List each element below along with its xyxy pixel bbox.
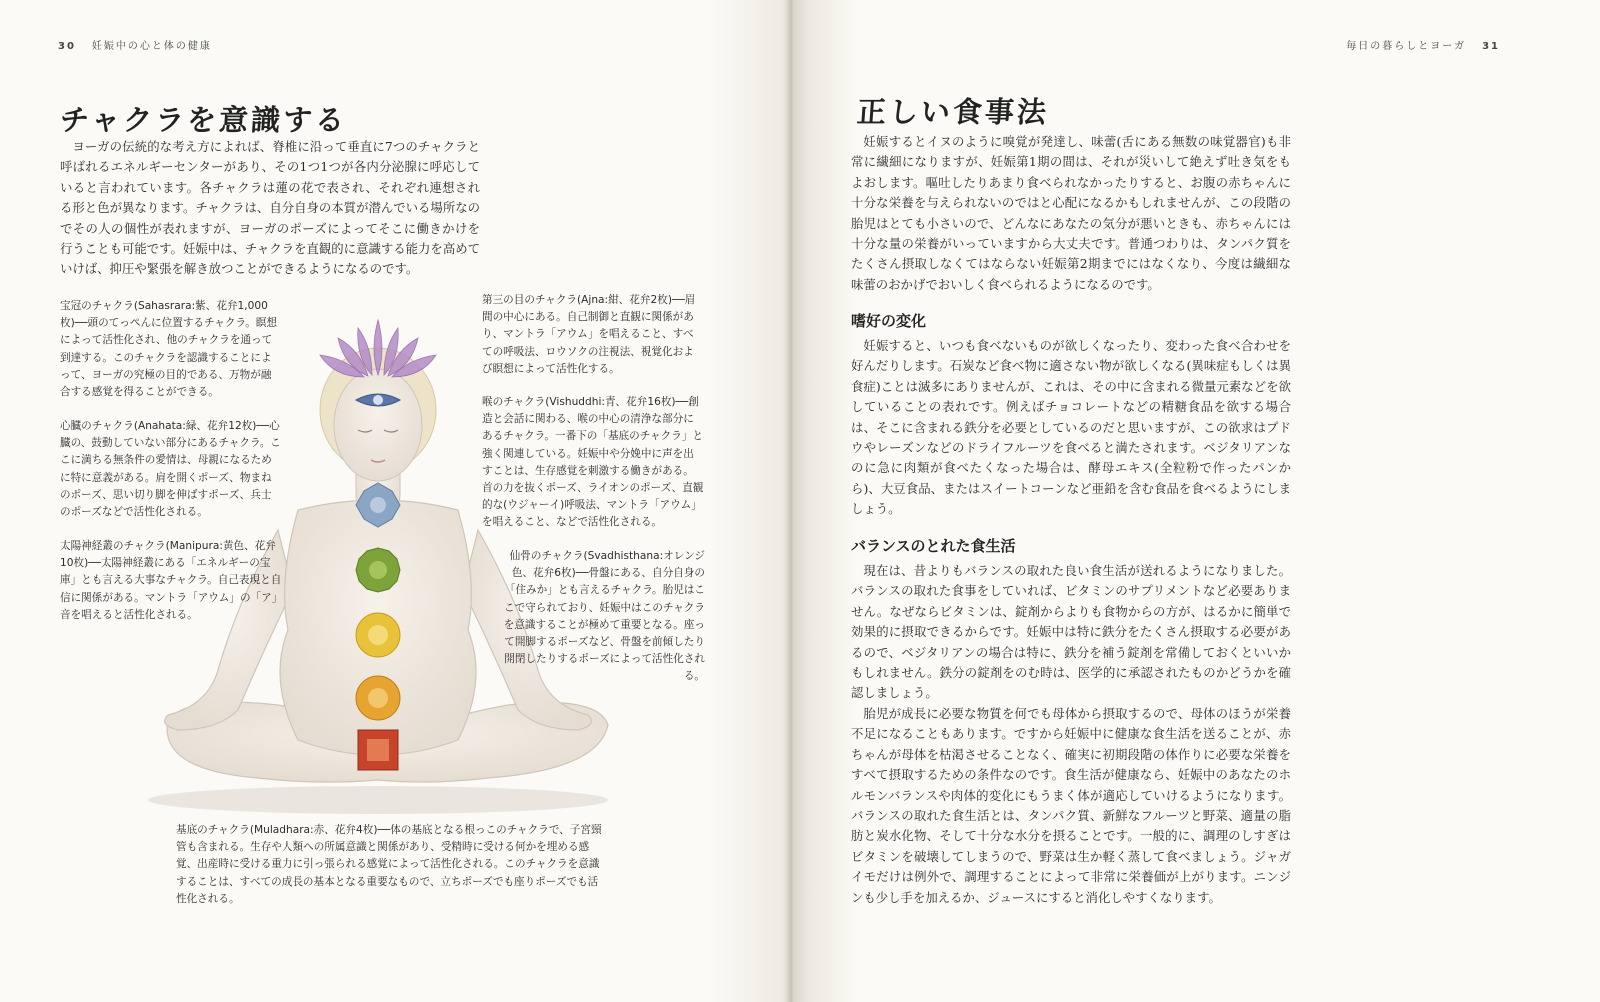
root-chakra (358, 730, 398, 770)
page-heading: 正しい食事法 (855, 95, 1051, 129)
balanced-diet-paragraph-2: 胎児が成長に必要な物質を何でも母体から摂取するので、母体のほうが栄養不足になることもあります。ですから妊娠中に健康な食生活を送ることが、赤ちゃんが母体を枯渇させることなく、確実に初期段階の体作りに必要な栄養をすべて摂取するための条件なのです。食生活が健康なら、妊娠中のあなたのホルモンバランスや肉体的変化にもうまく体が適応していけるようになります。バランスの取れた食生活とは、タンパク質、新鮮なフルーツと野菜、適量の脂肪と炭水化物、そして十分な水分を摂ることです。一般的に、調理のしすぎはビタミンを破壊してしまうので、野菜は生か軽く蒸して食べましょう。ジャガイモだけは例外で、調理することによって非常に栄養価が上がります。ニンジンも少し手を加えるか、ジュースにすると消化しやすくなります。 (851, 706, 1291, 905)
balanced-diet-paragraph-1: 現在は、昔よりもバランスの取れた良い食生活が送れるようになりました。バランスの取れた食事をしていれば、ビタミンのサプリメントなど必要ありません。なぜならビタミンは、錠剤からよりも食物からの方が、はるかに簡単で効果的に摂取できるからです。妊娠中は特に鉄分をたくさん摂取する必要があるので、ベジタリアンの場合は特に、鉄分を補う錠剤を常備しておくといいかもしれません。鉄分の錠剤をのむ時は、医学的に承認されたものかどうかを確認しましょう。 (851, 563, 1291, 701)
caption-sacral-chakra: 仙骨のチャクラ(Svadhisthana:オレンジ色、花弁6枚)──骨盤にある、自分自身の「住みか」とも言えるチャクラ。胎児はここで守られており、妊娠中はこのチャクラを意識することが極めて重要となる。座って開脚するポーズなど、骨盤を前傾したり開閉したりするポーズによって活性化される。 (503, 550, 705, 683)
intro-paragraph: 妊娠するとイヌのように嗅覚が発達し、味蕾(舌にある無数の味覚器官)も非常に繊細になりますが、妊娠第1期の間は、それが災いして絶えず吐き気をもよおします。嘔吐したりあまり食べられなかったりすると、お腹の赤ちゃんに十分な栄養を与えられないのではと心配になるかもしれませんが、この段階の胎児はとても小さいので、どんなにあなたの気分が悪いときも、赤ちゃんには十分な量の栄養がいっていますから大丈夫です。普通つわりは、タンパク質をたくさん摂取しなくてはならない妊娠第2期までにはなくなり、今度は繊細な味蕾のおかげでおいしく食べられるようになるのです。 (851, 134, 1291, 292)
intro-paragraph: ヨーガの伝統的な考え方によれば、脊椎に沿って垂直に7つのチャクラと呼ばれるエネルギーセンターがあり、その1つ1つが各内分泌腺に呼応していると言われています。各チャクラは蓮の花で表され、それぞれ連想される形と色が異なります。チャクラは、自分自身の本質が潜んでいる場所なのでその人の個性が表れますが、ヨーガのポーズによってそこに働きかけを行うことも可能です。妊娠中は、チャクラを直観的に意識する能力を高めていけば、抑圧や緊張を解き放つことができるようになるのです。 (60, 139, 480, 277)
section-heading-balanced-diet: バランスのとれた食生活 (851, 537, 1016, 555)
left-folio (58, 37, 212, 52)
page-number: 31 (1482, 41, 1500, 52)
page-heading: チャクラを意識する (58, 103, 349, 137)
face (334, 369, 422, 481)
section-heading-cravings: 嗜好の変化 (851, 312, 927, 330)
solar-plexus-chakra (356, 613, 400, 657)
caption-root-chakra: 基底のチャクラ(Muladhara:赤、花弁4枚)──体の基底となる根っこのチャクラで、子宮頸管も含まれる。生存や人類への所属意識と関係があり、受精時に受ける何かを埋める感覚、出産時に受ける重力に引っ張られる感覚によって活性化される。このチャクラを意識することは、すべての成長の基本となる重要なもので、立ちポーズでも座りポーズでも活性化される。 (176, 824, 602, 905)
running-title: 毎日の暮らしとヨーガ (1346, 41, 1467, 52)
running-title: 妊娠中の心と体の健康 (91, 41, 212, 52)
cravings-paragraph: 妊娠すると、いつも食べないものが欲しくなったり、変わった食べ合わせを好んだりします。石炭など食べ物に適さない物が欲しくなる(異味症もしくは異食症)ことは滅多にありませんが、これは、その中に含まれる微量元素などを欲していることの表れです。例えばチョコレートなどの精糖食品を欲する場合は、そこに含まれる鉄分を必要としているのだと思いますが、この欲求はプドウやレーズンなどのドライフルーツを食べると満たされます。ベジタリアンなのに急に肉類が食べたくなった場合は、酵母エキス(全粒粉で作ったパンから)、大豆食品、またはスイートコーンなど亜鉛を含む食品を食べるようにしましょう。 (851, 338, 1291, 517)
caption-crown-chakra: 宝冠のチャクラ(Sahasrara:紫、花弁1,000枚)──頭のてっぺんに位置するチャクラ。瞑想によって活性化され、他のチャクラを通って到達する。このチャクラを認識することによって、ヨーガの究極の目的である、万物が融合する感覚を得ることができる。 (60, 300, 278, 399)
caption-third-eye-chakra: 第三の目のチャクラ(Ajna:紺、花弁2枚)──眉間の中心にある。自己制御と直観に関係があり、マントラ「アウム」を唱えること、すべての呼吸法、ロウソクの注視法、視覚化および瞑想によって活性化する。 (482, 294, 696, 375)
right-page (793, 0, 1600, 1002)
page-number: 30 (58, 41, 76, 52)
sacral-chakra (356, 676, 400, 720)
left-page (0, 0, 790, 1002)
caption-throat-chakra: 喉のチャクラ(Vishuddhi:青、花弁16枚)──創造と会話に関わる、喉の中心の清浄な部分にあるチャクラ。一番下の「基底のチャクラ」と強く関連している。妊娠中や分娩中に声を出すことは、生存感覚を刺激する働きがある。首の力を抜くポーズ、ライオンのポーズ、直観的な(ウジャーイ)呼吸法、マントラ「アウム」を唱えること、などで活性化される。 (482, 396, 704, 529)
crown-chakra (320, 320, 436, 377)
ground-shadow (148, 786, 608, 814)
right-folio (1346, 37, 1500, 52)
caption-solar-plexus-chakra: 太陽神経叢のチャクラ(Manipura:黄色、花弁10枚)──太陽神経叢にある「エネルギーの宝庫」とも言える大事なチャクラ。自己表現と自信に関係がある。マントラ「アウム」の「ア」音を唱えると活性化される。 (60, 540, 282, 621)
caption-heart-chakra: 心臓のチャクラ(Anahata:緑、花弁12枚)──心臓の、鼓動していない部分にあるチャクラ。ここに満ちる無条件の愛情は、母親になるために特に意義がある。肩を開くポーズ、物まねのポーズ、思い切り脚を伸ばすポーズ、兵士のポーズなどで活性化される。 (60, 420, 281, 519)
